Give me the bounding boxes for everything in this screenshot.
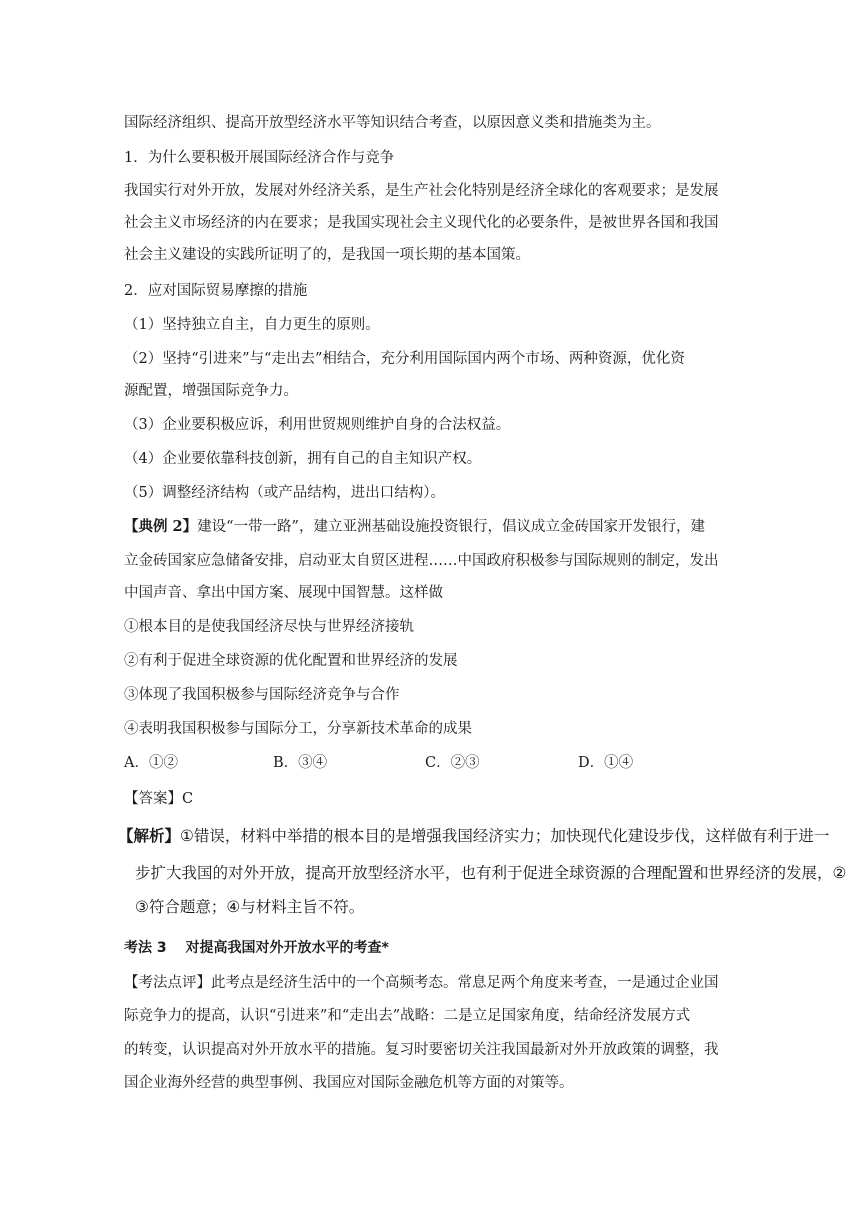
kaofa-3-title: 考法 3 对提高我国对外开放水平的考查* xyxy=(124,940,389,956)
review-line: 国企业海外经营的典型事例、我国应对国际金融危机等方面的对策等。 xyxy=(124,1075,574,1091)
q2-item: （2）坚持“引进来”与“走出去”相结合，充分利用国际国内两个市场、两种资源，优化资 xyxy=(124,351,685,367)
review-line: 际竞争力的提高，认识“引进来”和“走出去”战略：二是立足国家角度，结命经济发展方式 xyxy=(124,1008,691,1024)
example-label: 【典例 2】 xyxy=(124,518,198,535)
q1-body-line: 社会主义建设的实践所证明了的，是我国一项长期的基本国策。 xyxy=(124,247,530,263)
review-line: 的转变，认识提高对外开放水平的措施。复习时要密切关注我国最新对外开放政策的调整，我 xyxy=(124,1042,719,1058)
analysis-label: 【解析】 xyxy=(118,827,181,845)
example-line: 立金砖国家应急储备安排，启动亚太自贸区进程……中国政府积极参与国际规则的制定，发出 xyxy=(124,553,719,569)
example-line xyxy=(124,517,744,537)
statement-2: ②有利于促进全球资源的优化配置和世界经济的发展 xyxy=(124,653,458,669)
answer-line: 【答案】C xyxy=(124,791,194,807)
analysis-line: 步扩大我国的对外开放，提高开放型经济水平，也有利于促进全球资源的合理配置和世界经济的发展，② xyxy=(135,864,847,882)
q1-body-line: 我国实行对外开放，发展对外经济关系，是生产社会化特别是经济全球化的客观要求；是发展 xyxy=(124,183,719,199)
analysis-line xyxy=(118,826,830,846)
option-b: B．③④ xyxy=(273,755,328,771)
example-line: 中国声音、拿出中国方案、展现中国智慧。这样做 xyxy=(124,585,443,601)
q2-item: （3）企业要积极应诉，利用世贸规则维护自身的合法权益。 xyxy=(124,417,511,433)
statement-4: ④表明我国积极参与国际分工，分享新技术革命的成果 xyxy=(124,721,472,737)
q2-item: 源配置，增强国际竞争力。 xyxy=(124,383,298,399)
option-d: D．①④ xyxy=(578,755,634,771)
option-c: C．②③ xyxy=(425,755,480,771)
q2-item: （5）调整经济结构（或产品结构，进出口结构）。 xyxy=(124,485,445,501)
q2-heading: 2．应对国际贸易摩擦的措施 xyxy=(124,283,308,299)
statement-3: ③体现了我国积极参与国际经济竞争与合作 xyxy=(124,687,400,703)
q2-item: （1）坚持独立自主，自力更生的原则。 xyxy=(124,317,380,333)
example-text: 建设“一带一路”，建立亚洲基础设施投资银行，倡议成立金砖国家开发银行，建 xyxy=(197,519,705,535)
q2-item: （4）企业要依靠科技创新，拥有自己的自主知识产权。 xyxy=(124,451,482,467)
q1-heading: 1．为什么要积极开展国际经济合作与竞争 xyxy=(124,150,395,166)
review-line: 【考法点评】此考点是经济生活中的一个高频考态。常息足两个角度来考查，一是通过企业国 xyxy=(124,975,719,991)
statement-1: ①根本目的是使我国经济尽快与世界经济接轨 xyxy=(124,619,414,635)
analysis-text: ①错误，材料中举措的根本目的是增强我国经济实力；加快现代化建设步伐，这样做有利于进一 xyxy=(180,827,830,845)
option-a: A．①② xyxy=(124,755,178,771)
analysis-line: ③符合题意；④与材料主旨不符。 xyxy=(135,898,365,916)
q1-body-line: 社会主义市场经济的内在要求；是我国实现社会主义现代化的必要条件，是被世界各国和我国 xyxy=(124,215,719,231)
intro-line: 国际经济组织、提高开放型经济水平等知识结合考查，以原因意义类和措施类为主。 xyxy=(124,115,661,131)
